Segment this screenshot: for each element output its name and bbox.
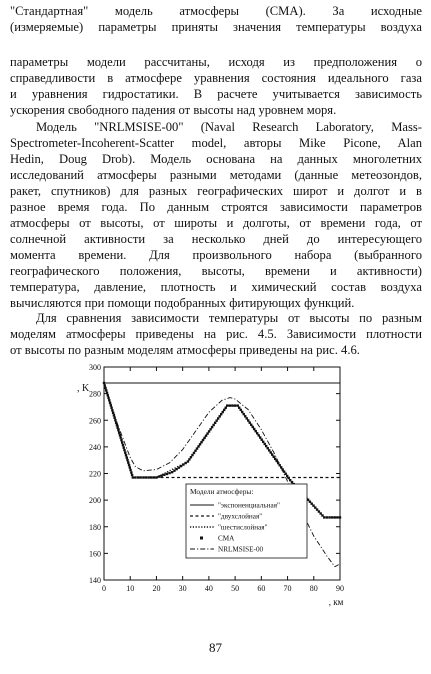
y-tick-label: 300 (89, 363, 101, 372)
cma-marker (237, 404, 239, 406)
cma-marker (203, 437, 205, 439)
cma-marker (220, 413, 222, 415)
page-number: 87 (209, 640, 222, 655)
x-tick-label: 20 (152, 584, 161, 593)
text-line: разное время года. По данным строятся зависимости параметров (10, 200, 422, 214)
y-tick-label: 280 (89, 389, 101, 399)
y-tick-label: 260 (89, 416, 101, 426)
legend-entry: СМА (218, 534, 235, 543)
cma-marker (240, 409, 242, 411)
cma-marker (128, 464, 130, 466)
cma-marker (184, 462, 186, 464)
x-tick-label: 70 (283, 584, 292, 593)
cma-marker (187, 460, 189, 462)
cma-marker (150, 476, 152, 478)
cma-marker (246, 417, 248, 419)
cma-marker (269, 451, 271, 453)
cma-marker (234, 404, 236, 406)
cma-marker (215, 419, 217, 421)
text-line: параметры модели рассчитаны, исходя из предположения о (10, 55, 422, 69)
cma-marker (202, 439, 204, 441)
cma-marker (274, 458, 276, 460)
legend-entry: "шестислойная" (218, 523, 268, 532)
cma-marker (129, 469, 131, 471)
cma-marker (253, 428, 255, 430)
cma-marker (326, 516, 328, 518)
cma-marker (250, 424, 252, 426)
legend-entry: NRLMSISE-00 (218, 545, 264, 554)
cma-marker (145, 476, 147, 478)
text-line: (измеряемые) параметры приняты значения температуры воздуха (10, 20, 422, 34)
cma-marker (214, 422, 216, 424)
cma-marker (252, 426, 254, 428)
cma-marker (262, 441, 264, 443)
y-axis-label: , K (77, 383, 90, 394)
legend-title: Модели атмосферы: (190, 487, 254, 496)
text-line: "Стандартная" модель атмосферы (СМА). За исходные (10, 4, 422, 18)
text-line: и уравнения гидростатики. В расчете учитывается зависимость (10, 87, 422, 101)
cma-marker (130, 471, 132, 473)
cma-marker (153, 476, 155, 478)
cma-marker (272, 456, 274, 458)
y-tick-label: 140 (89, 576, 101, 585)
text-line: атмосферы от высоты, от широты и долготы, от времени года, от (10, 216, 422, 230)
cma-marker (261, 438, 263, 440)
cma-marker (271, 453, 273, 455)
cma-marker (200, 441, 202, 443)
cma-marker (287, 477, 289, 479)
cma-marker (126, 459, 128, 461)
cma-marker (168, 472, 170, 474)
y-tick-label: 220 (89, 469, 101, 479)
cma-marker (211, 426, 213, 428)
legend-marker (200, 537, 203, 540)
cma-marker (166, 473, 168, 475)
x-tick-label: 90 (336, 584, 344, 593)
x-tick-label: 50 (231, 584, 240, 593)
cma-marker (188, 458, 190, 460)
cma-marker (217, 417, 219, 419)
cma-marker (171, 471, 173, 473)
x-tick-label: 60 (257, 584, 266, 593)
cma-marker (127, 461, 129, 463)
cma-marker (323, 516, 325, 518)
cma-marker (199, 443, 201, 445)
y-tick-label: 160 (89, 549, 101, 559)
text-line: географического положения, высоты, времени и активности) (10, 264, 422, 278)
cma-marker (218, 415, 220, 417)
cma-marker (286, 475, 288, 477)
cma-marker (123, 446, 125, 448)
legend-entry: "двухслойная" (218, 512, 263, 521)
cma-marker (123, 449, 125, 451)
cma-marker (134, 476, 136, 478)
cma-marker (209, 428, 211, 430)
cma-marker (265, 445, 267, 447)
cma-marker (264, 443, 266, 445)
y-tick-label: 180 (89, 522, 101, 532)
text-line: солнечной активности за несколько дней до интересующего (10, 232, 422, 246)
cma-marker (331, 516, 333, 518)
cma-marker (132, 476, 134, 478)
cma-marker (249, 421, 251, 423)
cma-marker (238, 407, 240, 409)
cma-marker (336, 516, 338, 518)
cma-marker (113, 417, 115, 419)
y-tick-label: 200 (89, 496, 101, 506)
cma-marker (142, 476, 144, 478)
cma-marker (119, 436, 121, 438)
cma-marker (259, 436, 261, 438)
x-tick-label: 0 (102, 584, 106, 593)
cma-marker (155, 476, 157, 478)
cma-marker (125, 454, 127, 456)
cma-marker (205, 435, 207, 437)
text-line: ракет, спутников) для разных географических широт и долгот и в (10, 184, 422, 198)
cma-marker (328, 516, 330, 518)
cma-marker (147, 476, 149, 478)
series-line (104, 383, 340, 478)
cma-marker (223, 409, 225, 411)
text-line: момента времени. Для произвольного набора (выбранного (10, 248, 422, 262)
cma-marker (194, 450, 196, 452)
text-line: исследований атмосферы разными методами (данные метеозондов, (10, 168, 422, 182)
cma-marker (267, 447, 269, 449)
cma-marker (191, 454, 193, 456)
x-tick-label: 30 (178, 584, 187, 593)
cma-marker (163, 474, 165, 476)
text-line: Hedin, Doug Drob). Модель основана на данных многолетних (10, 152, 422, 166)
cma-marker (258, 434, 260, 436)
cma-marker (334, 516, 336, 518)
x-axis-label: , км (328, 597, 344, 607)
cma-marker (243, 413, 245, 415)
cma-marker (129, 466, 131, 468)
cma-marker (178, 466, 180, 468)
text-line: моделям атмосферы приведены на рис. 4.5. Зависимости плотности (10, 327, 422, 341)
cma-marker (180, 465, 182, 467)
cma-marker (268, 449, 270, 451)
text-line: Для сравнения зависимости температуры от высоты по разным (36, 311, 422, 325)
x-tick-label: 80 (309, 584, 318, 593)
x-tick-label: 40 (204, 584, 213, 593)
cma-marker (119, 434, 121, 436)
cma-marker (244, 415, 246, 417)
text-line: справедливости в атмосфере уравнения состояния идеального газа (10, 71, 422, 85)
cma-marker (339, 516, 341, 518)
cma-marker (247, 419, 249, 421)
cma-marker (196, 447, 198, 449)
cma-marker (175, 468, 177, 470)
cma-marker (140, 476, 142, 478)
cma-marker (137, 476, 139, 478)
text-line: Модель "NRLMSISE-00" (Naval Research Laboratory, Mass- (36, 120, 422, 134)
text-line: Spectrometer-Incoherent-Scatter model, авторы Mike Picone, Alan (10, 136, 422, 150)
y-tick-label: 240 (89, 442, 101, 452)
cma-marker (116, 427, 118, 429)
cma-marker (255, 430, 257, 432)
text-line: вычисляются при помощи подобранных фитирующих функций. (10, 296, 355, 310)
cma-marker (206, 432, 208, 434)
x-tick-label: 10 (126, 584, 135, 593)
cma-marker (222, 411, 224, 413)
text-line: от высоты по разным моделям атмосферы приведены на рис. 4.6. (10, 343, 360, 357)
cma-marker (256, 432, 258, 434)
legend-entry: "экспоненциальная" (218, 501, 280, 510)
cma-marker (241, 411, 243, 413)
text-line: ускорения свободного падения от высоты над уровнем моря. (10, 103, 337, 117)
cma-marker (190, 456, 192, 458)
cma-marker (131, 474, 133, 476)
text-line: температура, давление, плотность и химический состав воздуха (10, 280, 422, 294)
cma-marker (193, 452, 195, 454)
cma-marker (231, 404, 233, 406)
cma-marker (122, 444, 124, 446)
temperature-altitude-chart (75, 360, 355, 612)
cma-marker (225, 407, 227, 409)
cma-marker (158, 475, 160, 477)
cma-marker (124, 451, 126, 453)
cma-marker (126, 456, 128, 458)
cma-marker (212, 424, 214, 426)
cma-marker (208, 430, 210, 432)
cma-marker (120, 439, 122, 441)
cma-marker (197, 445, 199, 447)
cma-marker (182, 463, 184, 465)
cma-marker (121, 441, 123, 443)
cma-marker (173, 469, 175, 471)
cma-marker (226, 404, 228, 406)
cma-marker (229, 404, 231, 406)
cma-marker (160, 475, 162, 477)
